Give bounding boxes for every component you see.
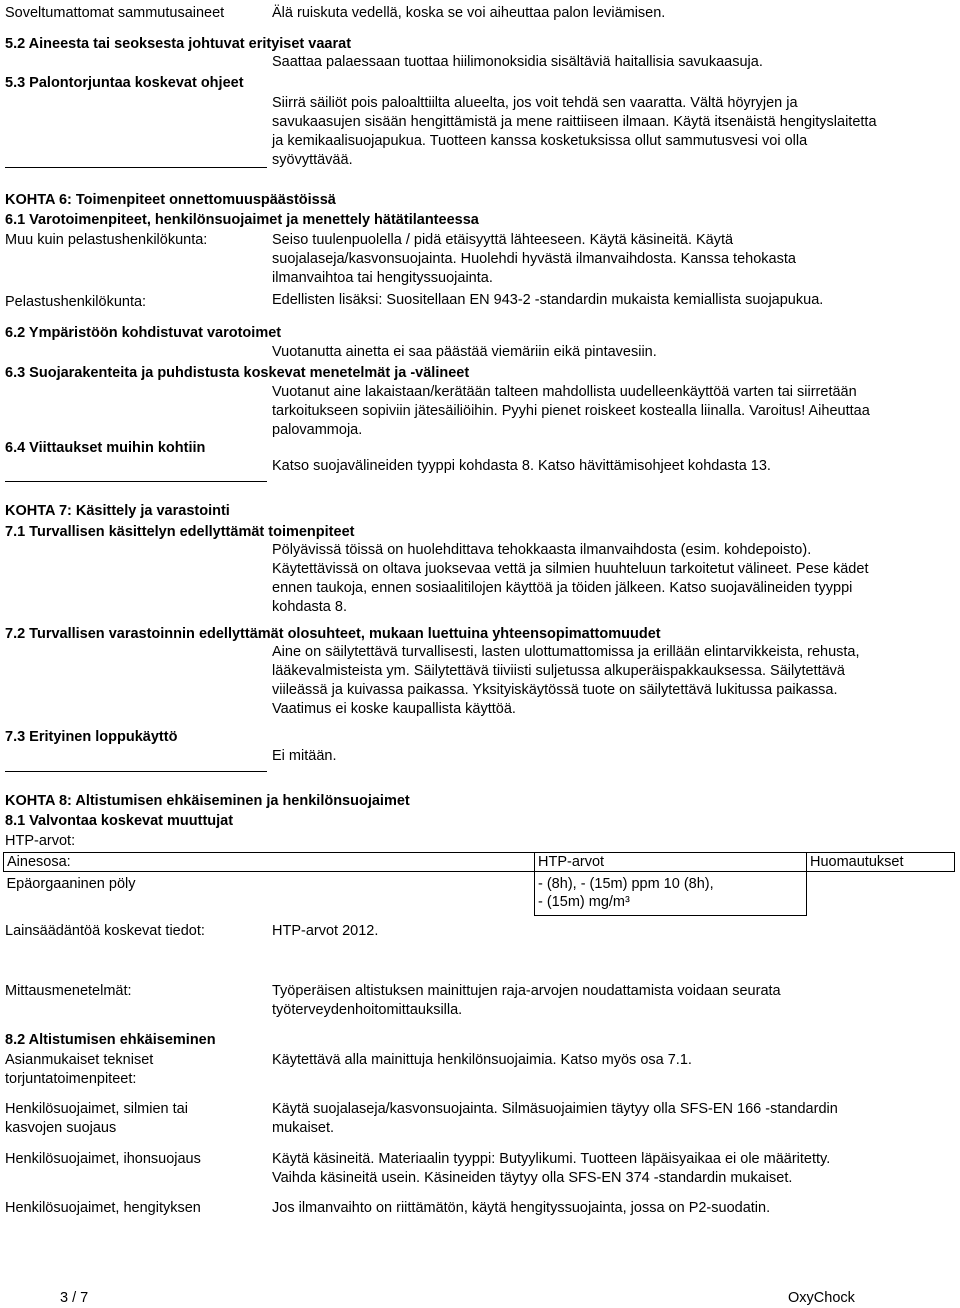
table-header-row xyxy=(4,853,955,872)
table-cell: Epäorgaaninen pöly xyxy=(6,876,136,892)
heading-8-2: 8.2 Altistumisen ehkäiseminen xyxy=(5,1032,216,1048)
extinguisher-label: Soveltumattomat sammutusaineet xyxy=(5,5,225,21)
section-6-title: KOHTA 6: Toimenpiteet onnettomuuspäästöissä xyxy=(5,192,336,208)
engineering-label: Asianmukaiset tekniset torjuntatoimenpiteet: xyxy=(5,1052,154,1087)
extinguisher-value: Älä ruiskuta vedellä, koska se voi aiheuttaa palon leviämisen. xyxy=(272,5,666,21)
value-6-4: Katso suojavälineiden tyyppi kohdasta 8. Katso hävittämisohjeet kohdasta 13. xyxy=(272,458,771,474)
heading-5-3: 5.3 Palontorjuntaa koskevat ohjeet xyxy=(5,75,244,91)
heading-6-3: 6.3 Suojarakenteita ja puhdistusta koskevat menetelmät ja -välineet xyxy=(5,365,470,381)
monitoring-value: Työperäisen altistuksen mainittujen raja-arvojen noudattamista voidaan seurata työterveydenhoitomittauksilla. xyxy=(272,983,781,1018)
value-5-2: Saattaa palaessaan tuottaa hiilimonoksidia sisältäviä haitallisia savukaasuja. xyxy=(272,54,763,70)
table-cell xyxy=(807,872,955,916)
htp-label: HTP-arvot: xyxy=(5,833,76,849)
table-cell: - (8h), - (15m) ppm 10 (8h), - (15m) mg/m³ xyxy=(535,872,807,916)
eye-protection-label: Henkilösuojaimet, silmien tai kasvojen suojaus xyxy=(5,1101,188,1136)
engineering-value: Käytettävä alla mainittuja henkilönsuojaimia. Katso myös osa 7.1. xyxy=(272,1052,692,1068)
table-header: Ainesosa: xyxy=(4,853,535,872)
value-6-2: Vuotanutta ainetta ei saa päästää viemäriin eikä pintavesiin. xyxy=(272,344,657,360)
legal-value: HTP-arvot 2012. xyxy=(272,923,379,939)
heading-6-4: 6.4 Viittaukset muihin kohtiin xyxy=(5,440,206,456)
page-number: 3 / 7 xyxy=(60,1290,89,1306)
htp-table xyxy=(3,852,955,916)
nonemergency-label: Muu kuin pelastushenkilökunta: xyxy=(5,232,208,248)
emergency-value: Edellisten lisäksi: Suositellaan EN 943-2 -standardin mukaista kemiallista suojapukua. xyxy=(272,292,824,308)
section-7-title: KOHTA 7: Käsittely ja varastointi xyxy=(5,503,230,519)
heading-6-2: 6.2 Ympäristöön kohdistuvat varotoimet xyxy=(5,325,282,341)
heading-7-2: 7.2 Turvallisen varastoinnin edellyttämät olosuhteet, mukaan luettuina yhteensopimattomuudet xyxy=(5,626,661,642)
value-7-3: Ei mitään. xyxy=(272,748,337,764)
table-header: Huomautukset xyxy=(807,853,955,872)
table-row xyxy=(4,872,955,916)
respiratory-protection-label: Henkilösuojaimet, hengityksen xyxy=(5,1200,201,1216)
nonemergency-value: Seiso tuulenpuolella / pidä etäisyyttä lähteeseen. Käytä käsineitä. Käytä suojalaseja/kasvonsuojainta. Huolehdi hyvästä ilmanvaihdosta. Kanssa tehokasta ilmanvaihtoa tai hengityssuojainta. xyxy=(272,232,796,286)
skin-protection-value: Käytä käsineitä. Materiaalin tyyppi: Butyylikumi. Tuotteen läpäisyaikaa ei ole määritetty. Vaihda käsineitä usein. Käsineiden täytyy olla SFS-EN 374 -standardin mukaiset. xyxy=(272,1151,831,1186)
section-8-title: KOHTA 8: Altistumisen ehkäiseminen ja henkilönsuojaimet xyxy=(5,793,410,809)
eye-protection-value: Käytä suojalaseja/kasvonsuojainta. Silmäsuojaimien täytyy olla SFS-EN 166 -standardin mukaiset. xyxy=(272,1101,838,1136)
monitoring-label: Mittausmenetelmät: xyxy=(5,983,132,999)
emergency-label: Pelastushenkilökunta: xyxy=(5,294,147,310)
heading-6-1: 6.1 Varotoimenpiteet, henkilönsuojaimet ja menettely hätätilanteessa xyxy=(5,212,479,228)
legal-label: Lainsäädäntöä koskevat tiedot: xyxy=(5,923,205,939)
divider xyxy=(5,771,267,772)
value-5-3: Siirrä säiliöt pois paloalttiilta alueelta, jos voit tehdä sen vaaratta. Vältä höyryjen ja savukaasujen sisään hengittämistä ja mene raittiiseen ilmaan. Käytä itsenäistä hengityslaitetta ja kemikaalisuojapukua. Tuotteen kanssa kosketuksissa ollut sammutusvesi voi olla syövyttävää. xyxy=(272,95,877,168)
divider xyxy=(5,481,267,482)
heading-7-3: 7.3 Erityinen loppukäyttö xyxy=(5,729,178,745)
heading-5-2: 5.2 Aineesta tai seoksesta johtuvat erityiset vaarat xyxy=(5,36,352,52)
heading-7-1: 7.1 Turvallisen käsittelyn edellyttämät toimenpiteet xyxy=(5,524,355,540)
footer-brand: OxyChock xyxy=(788,1290,855,1306)
heading-8-1: 8.1 Valvontaa koskevat muuttujat xyxy=(5,813,234,829)
value-7-2: Aine on säilytettävä turvallisesti, lasten ulottumattomissa ja erillään elintarvikkeista, rehusta, lääkevalmisteista ym. Säilytettävä tiiviisti suljetussa alkuperäispakkauksessa. Säilytettävä viileässä ja kuivassa paikassa. Yksityiskäytössä tuote on säilytettävä lukitussa paikassa. Vaatimus ei koske kaupallista käyttöä. xyxy=(272,644,860,717)
skin-protection-label: Henkilösuojaimet, ihonsuojaus xyxy=(5,1151,201,1167)
respiratory-protection-value: Jos ilmanvaihto on riittämätön, käytä hengityssuojainta, jossa on P2-suodatin. xyxy=(272,1200,771,1216)
value-7-1: Pölyävissä töissä on huolehdittava tehokkaasta ilmanvaihdosta (esim. kohdepoisto). Käytettävissä on oltava juoksevaa vettä ja silmien huuhteluun tarkoitetut välineet. Pese kädet ennen taukoja, ennen sosiaalitilojen käyttöä ja töiden jälkeen. Katso suojavälineiden tyyppi kohdasta 8. xyxy=(272,542,869,615)
value-6-3: Vuotanut aine lakaistaan/kerätään talteen mahdollista uudelleenkäyttöä varten tai siirretään tarkoitukseen sopiviin jätesäiliöihin. Pyyhi pienet roiskeet kostealla liinalla. Varoitus! Aiheuttaa palovammoja. xyxy=(272,384,870,438)
table-header: HTP-arvot xyxy=(535,853,807,872)
divider xyxy=(5,167,267,168)
